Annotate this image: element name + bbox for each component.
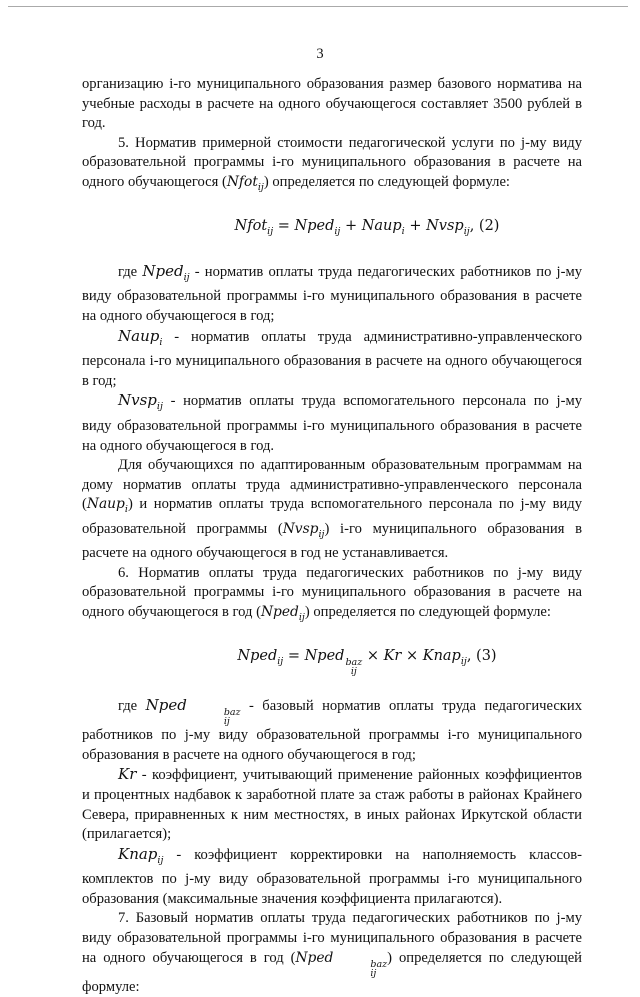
- paragraph-continuation: организацию i-го муниципального образования размер базового норматива на учебные расходы в расчете на одного обучающегося составляет 3500 рублей в год.: [82, 76, 582, 132]
- var-nped: Nped$_{ij}$: [142, 261, 190, 283]
- where-knap: Knap$_{ij}$ - коэффициент корректировки на наполняемость классов-комплектов по j-му виду образовательной программы i-го муниципального образования (максимальные значения коэффициента прилагаются).: [82, 844, 582, 907]
- var-kr: Kr: [118, 765, 137, 784]
- paragraph-5: [82, 134, 582, 198]
- where-nped-baz: где Nped baz ij - базовый норматив оплаты труда педагогических работников по j-му виду образовательной программы i-го муниципального образования в расчете на одного обучающегося в год;: [82, 696, 583, 763]
- where-nvsp: Nvsp$_{ij}$ - норматив оплаты труда вспомогательного персонала по j-му виду образовательной программы i-го муниципального образования в расчете на одного обучающегося в год.: [82, 391, 582, 454]
- page-number: 3: [316, 46, 324, 62]
- where-naup: Naup$_i$ - норматив оплаты труда административно-управленческого персонала i-го муниципального образования в расчете на одного обучающегося в год;: [82, 326, 582, 389]
- var-nvsp-inline: Nvsp$_{ij}$: [282, 520, 325, 540]
- paragraph-6: 6. Норматив оплаты труда педагогических работников по j-му виду образовательной программы i-го муниципального образования в расчете на одного обучающегося в год (Nped$_{ij}$) определяется по следующей формуле:: [82, 564, 582, 623]
- paragraph-adapted: Для обучающихся по адаптированным образовательным программам на дому норматив оплаты труда административно-управленческого персонала (Naup$_i$) и норматив оплаты труда вспомогательного персонала по j-му виду образовательной программы (Nvsp$_{ij}$) i-го муниципального образования в расчете на одного обучающегося в год не устанавливается.: [82, 457, 583, 562]
- formula-2: Nfot$_{ij}$ = Nped$_{ij}$ + Naup$_i$ + Nvsp$_{ij}$, (2): [234, 218, 500, 238]
- paragraph-5-text: 5. Норматив примерной стоимости педагогической услуги по j-му виду образовательной программы i-го муниципального образования в расчете на одного обучающегося (: [82, 134, 582, 190]
- scan-edge-line: [8, 6, 628, 7]
- document-body: [82, 75, 582, 997]
- var-nped-baz: Nped baz ij: [145, 696, 241, 728]
- where-nped: где Nped$_{ij}$ - норматив оплаты труда педагогических работников по j-му виду образовательной программы i-го муниципального образования в расчете на одного обучающегося в год;: [82, 261, 582, 324]
- var-knap: Knap$_{ij}$: [118, 844, 164, 866]
- var-naup-inline: Naup$_i$: [86, 496, 128, 516]
- var-nvsp: Nvsp$_{ij}$: [118, 391, 163, 413]
- var-nped-inline: Nped$_{ij}$: [260, 603, 305, 623]
- paragraph-7: 7. Базовый норматив оплаты труда педагогических работников по j-му виду образовательной программы i-го муниципального образования в расчете на одного обучающегося в год (Nped baz ij ) определяется по следующей формуле:: [82, 910, 582, 995]
- var-nped-baz-inline: Nped baz ij: [295, 949, 388, 979]
- var-nfot: Nfot$_{ij}$: [226, 173, 264, 193]
- paragraph-5-end: ) определяется по следующей формуле:: [263, 173, 510, 190]
- var-naup: Naup$_i$: [118, 326, 163, 348]
- formula-3: Nped$_{ij}$ = Nped baz ij × Kr × Knap$_{ij}$, (3): [237, 648, 497, 678]
- where-kr: Kr - коэффициент, учитывающий применение районных коэффициентов и процентных надбавок к заработной плате за стаж работы в районах Крайнего Севера, приравненных к ним местностях, в иных районах Иркутской области (прилагается);: [82, 765, 582, 843]
